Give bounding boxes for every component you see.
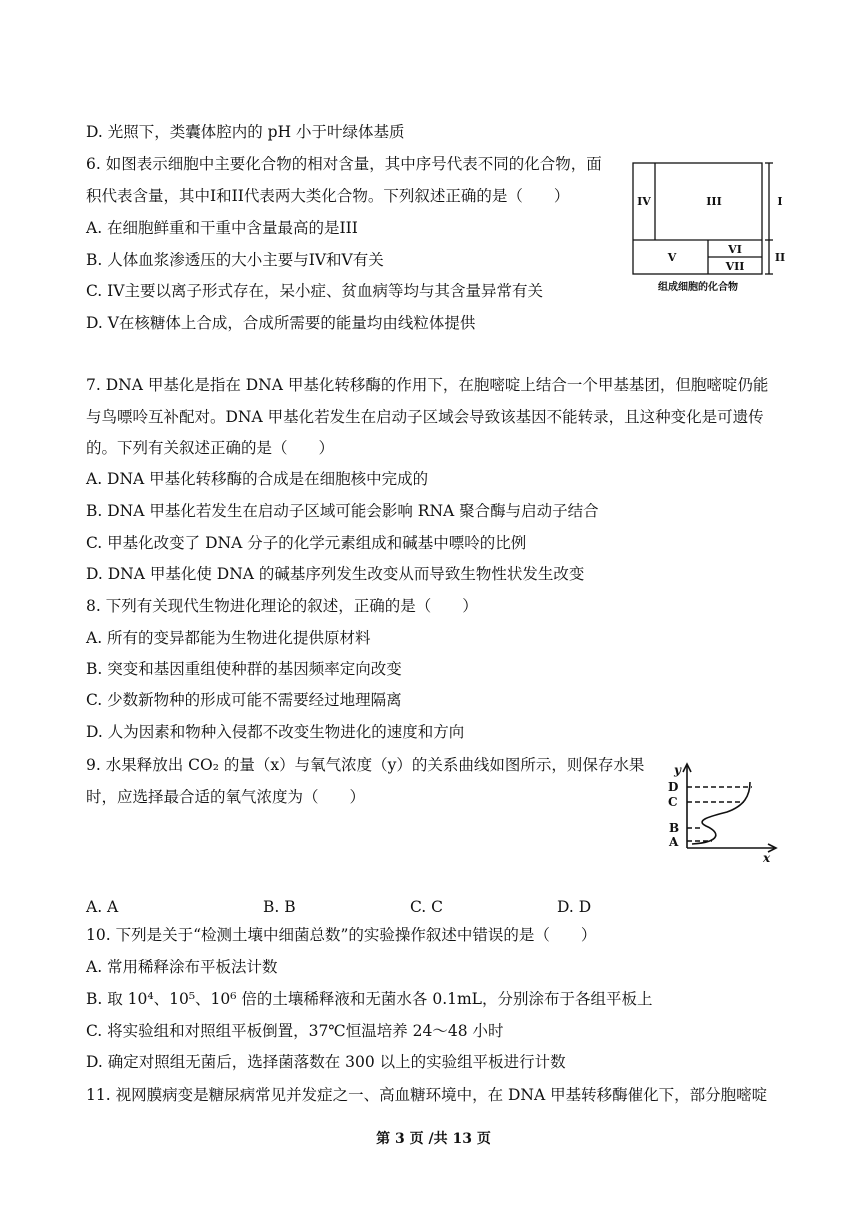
q9-option-b: B. B	[263, 898, 296, 916]
q8-option-c: C. 少数新物种的形成可能不需要经过地理隔离	[86, 691, 402, 709]
fig9-level-d: D	[668, 780, 679, 794]
q10-option-a: A. 常用稀释涂布平板法计数	[86, 958, 278, 976]
q7-stem-line3: 的。下列有关叙述正确的是（ ）	[86, 439, 335, 457]
fig9-axis-y: y	[674, 763, 681, 777]
q10-option-d: D. 确定对照组无菌后，选择菌落数在 300 以上的实验组平板进行计数	[86, 1053, 566, 1071]
q6-option-b: B. 人体血浆渗透压的大小主要与IV和V有关	[86, 251, 384, 269]
q6-stem-line2: 积代表含量，其中I和II代表两大类化合物。下列叙述正确的是（ ）	[86, 187, 570, 205]
q9-option-a: A. A	[86, 898, 119, 916]
q9-stem-line2: 时，应选择最合适的氧气浓度为（ ）	[86, 788, 366, 806]
fig9-axis-x: x	[763, 851, 771, 865]
q7-option-d: D. DNA 甲基化使 DNA 的碱基序列发生改变从而导致生物性状发生改变	[86, 565, 585, 583]
page-footer: 第 3 页 /共 13 页	[376, 1131, 491, 1147]
q8-option-a: A. 所有的变异都能为生物进化提供原材料	[86, 629, 371, 647]
fig6-label-v: V	[667, 251, 677, 264]
fig9-level-b: B	[669, 821, 680, 835]
q8-option-d: D. 人为因素和物种入侵都不改变生物进化的速度和方向	[86, 723, 465, 741]
q9-option-d: D. D	[557, 898, 592, 916]
q10-stem: 10. 下列是关于“检测土壤中细菌总数”的实验操作叙述中错误的是（ ）	[86, 926, 597, 944]
fig6-label-iv: IV	[637, 195, 651, 208]
q11-stem: 11. 视网膜病变是糖尿病常见并发症之一、高血糖环境中，在 DNA 甲基转移酶催化下，部分胞嘧啶	[86, 1086, 768, 1104]
q7-option-a: A. DNA 甲基化转移酶的合成是在细胞核中完成的	[86, 470, 429, 488]
q8-option-b: B. 突变和基因重组使种群的基因频率定向改变	[86, 660, 402, 678]
q10-option-b: B. 取 10⁴、10⁵、10⁶ 倍的土壤稀释液和无菌水各 0.1mL，分别涂布于各组平板上	[86, 990, 653, 1008]
q9-stem-line1: 9. 水果释放出 CO₂ 的量（x）与氧气浓度（y）的关系曲线如图所示，则保存水果	[86, 756, 645, 774]
fig6-label-ii: II	[774, 251, 786, 264]
q7-stem-line2: 与鸟嘌呤互补配对。DNA 甲基化若发生在启动子区域会导致该基因不能转录，且这种变化是可遗传	[86, 408, 764, 426]
fig9-level-a: A	[669, 835, 679, 849]
q6-option-c: C. IV主要以离子形式存在，呆小症、贫血病等均与其含量异常有关	[86, 282, 543, 300]
q8-stem: 8. 下列有关现代生物进化理论的叙述，正确的是（ ）	[86, 597, 478, 615]
q7-option-b: B. DNA 甲基化若发生在启动子区域可能会影响 RNA 聚合酶与启动子结合	[86, 502, 599, 520]
q7-stem-line1: 7. DNA 甲基化是指在 DNA 甲基化转移酶的作用下，在胞嘧啶上结合一个甲基基团，但胞嘧啶仍能	[86, 376, 769, 394]
fig6-label-iii: III	[706, 195, 722, 208]
q9-option-c: C. C	[410, 898, 444, 916]
q7-option-c: C. 甲基化改变了 DNA 分子的化学元素组成和碱基中嘌呤的比例	[86, 534, 527, 552]
fig6-label-vi: VI	[728, 243, 742, 256]
fig9-level-c: C	[668, 795, 678, 809]
q6-option-d: D. V在核糖体上合成，合成所需要的能量均由线粒体提供	[86, 314, 476, 332]
q10-option-c: C. 将实验组和对照组平板倒置，37℃恒温培养 24～48 小时	[86, 1022, 504, 1040]
fig6-caption: 组成细胞的化合物	[658, 282, 738, 293]
fig6-label-i: I	[777, 195, 783, 208]
fig6-label-vii: VII	[725, 260, 745, 273]
fig9-curve-diagram	[662, 756, 782, 866]
q6-stem-line1: 6. 如图表示细胞中主要化合物的相对含量，其中序号代表不同的化合物，面	[86, 155, 602, 173]
q5-option-d: D. 光照下，类囊体腔内的 pH 小于叶绿体基质	[86, 123, 405, 141]
fig6-compound-diagram	[630, 160, 790, 300]
q6-option-a: A. 在细胞鲜重和干重中含量最高的是III	[86, 219, 358, 237]
